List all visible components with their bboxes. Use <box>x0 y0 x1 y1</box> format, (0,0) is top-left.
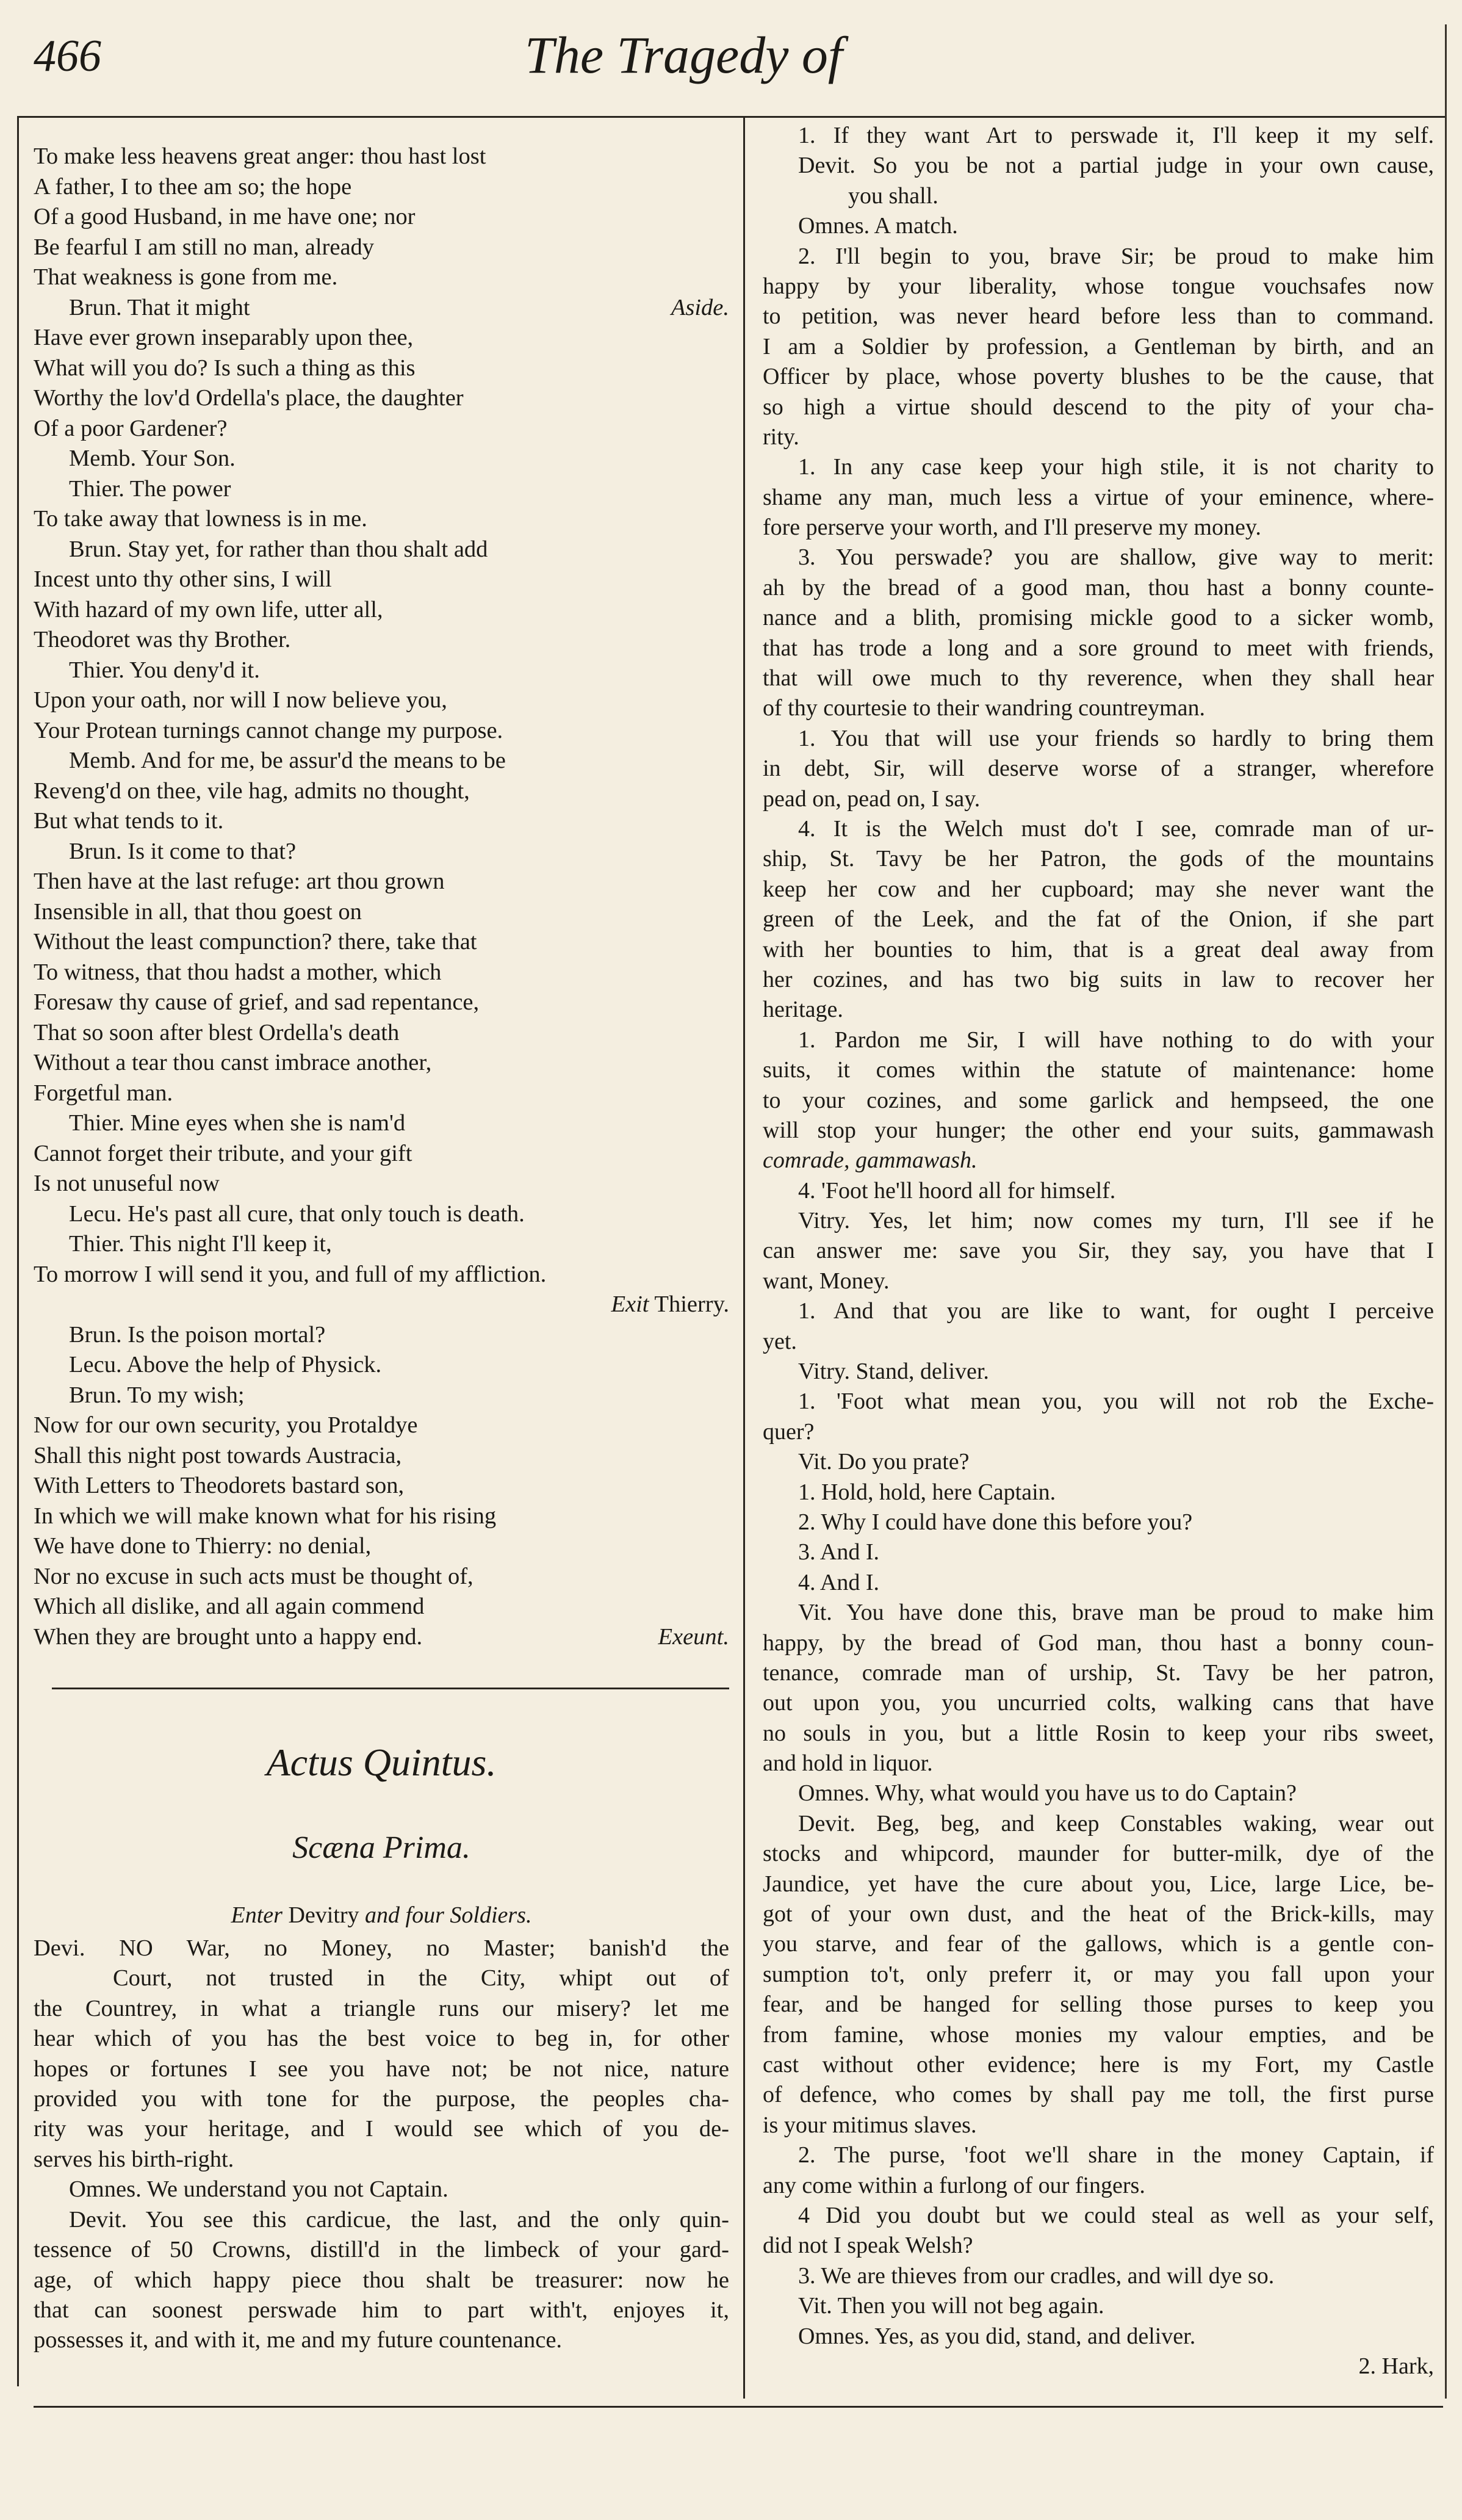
speech-line: Memb. Your Son. <box>69 446 236 471</box>
verse-line: With Letters to Theodorets bastard son, <box>34 1473 405 1498</box>
prose-line: 4. 'Foot he'll hoord all for himself. <box>798 1177 1116 1204</box>
speech-line: Brun. To my wish; <box>69 1382 245 1408</box>
speech-line: Thier. Mine eyes when she is nam'd <box>69 1110 406 1136</box>
prose-line: 1. Hold, hold, here Captain. <box>798 1479 1056 1505</box>
prose-line: tessence of 50 Crowns, distill'd in the limbeck of your gard- <box>34 2237 729 2263</box>
prose-line: that can soonest perswade him to part with't, enjoyes it, <box>34 2297 729 2323</box>
verse-line: Then have at the last refuge: art thou grown <box>34 868 445 894</box>
prose-line: nance and a blith, promising mickle good to a sicker womb, <box>763 605 1434 631</box>
prose-line: from famine, whose monies my valour empties, and be <box>763 2021 1434 2048</box>
prose-line: with her bounties to him, that is a great deal away from <box>763 936 1434 962</box>
prose-line: and hold in liquor. <box>763 1750 933 1777</box>
prose-line: 4 Did you doubt but we could steal as well as your self, <box>798 2202 1434 2228</box>
left-border-rule <box>17 116 19 2386</box>
verse-line: Have ever grown inseparably upon thee, <box>34 325 414 350</box>
prose-line: keep her cow and her cupboard; may she never want the <box>763 876 1434 902</box>
prose-line: of thy courtesie to their wandring countreyman. <box>763 695 1205 721</box>
verse-line: In which we will make known what for his rising <box>34 1503 497 1529</box>
prose-line: provided you with tone for the purpose, the peoples cha- <box>34 2085 729 2112</box>
prose-line: her cozines, and has two big suits in law to recover her <box>763 966 1434 992</box>
exit-name: Thierry. <box>654 1291 729 1317</box>
prose-line: 1. And that you are like to want, for ought I perceive <box>798 1298 1434 1324</box>
prose-line: suits, it comes within the statute of maintenance: home <box>763 1057 1434 1083</box>
aside-direction: Aside. <box>671 294 729 320</box>
prose-line: 1. Pardon me Sir, I will have nothing to do with your <box>798 1027 1434 1053</box>
verse-line: To morrow I will send it you, and full of my affliction. <box>34 1261 547 1287</box>
prose-line: Jaundice, yet have the cure about you, Lice, large Lice, be- <box>763 1871 1434 1897</box>
speech-line: Thier. The power <box>69 475 231 502</box>
act-divider-rule <box>52 1688 729 1689</box>
verse-line: A father, I to thee am so; the hope <box>34 173 352 200</box>
prose-line: that will owe much to thy reverence, when they shall hear <box>763 665 1434 691</box>
prose-line: out upon you, you uncurried colts, walking cans that have <box>763 1690 1434 1716</box>
prose-line: fore perserve your worth, and I'll preserve my money. <box>763 514 1261 541</box>
prose-line: 1. In any case keep your high stile, it is not charity to <box>798 454 1434 480</box>
prose-line: Vitry. Stand, deliver. <box>798 1359 989 1385</box>
prose-line: 2. Why I could have done this before you? <box>798 1509 1193 1535</box>
verse-line: To witness, that thou hadst a mother, which <box>34 959 442 985</box>
exeunt-direction: Exeunt. <box>658 1623 729 1650</box>
verse-line: Cannot forget their tribute, and your gift <box>34 1140 412 1166</box>
prose-line: that has trode a long and a sore ground to meet with friends, <box>763 635 1434 661</box>
prose-line: fear, and be hanged for selling those purses to keep you <box>763 1991 1434 2018</box>
act-title: Actus Quintus. <box>266 1741 497 1784</box>
page-number: 466 <box>34 31 101 81</box>
prose-line: 3. And I. <box>798 1539 879 1565</box>
column-divider-rule <box>743 116 745 2399</box>
verse-line: Forgetful man. <box>34 1080 173 1106</box>
verse-line: To take away that lowness is in me. <box>34 506 367 532</box>
prose-line: in debt, Sir, will deserve worse of a stranger, wherefore <box>763 756 1434 782</box>
prose-line: Devit. You see this cardicue, the last, and the only quin- <box>69 2206 729 2233</box>
speech-line: Lecu. He's past all cure, that only touch is death. <box>69 1200 525 1227</box>
speech-text: Brun. That it might <box>69 294 250 320</box>
prose-line: comrade, gammawash. <box>763 1147 978 1174</box>
verse-line: Incest unto thy other sins, I will <box>34 566 332 592</box>
prose-line: sumption to't, only preferr it, or may you fall upon your <box>763 1961 1434 1987</box>
verse-line: Shall this night post towards Austracia, <box>34 1442 402 1468</box>
stage-direction <box>34 1897 729 1933</box>
speech-line: Brun. Is the poison mortal? <box>69 1321 326 1348</box>
prose-line: to petition, was never heard before less than to command. <box>763 303 1434 330</box>
prose-line: rity. <box>763 424 799 450</box>
speech-line <box>34 293 729 323</box>
prose-line: Vitry. Yes, let him; now comes my turn, I'll see if he <box>798 1208 1434 1234</box>
prose-line: Devit. Beg, beg, and keep Constables waking, wear out <box>798 1810 1434 1836</box>
prose-line: Vit. Then you will not beg again. <box>798 2293 1104 2319</box>
speech-line: Memb. And for me, be assur'd the means to be <box>69 748 506 773</box>
prose-line: pead on, pead on, I say. <box>763 785 981 812</box>
prose-line: of defence, who comes by shall pay me toll, the first purse <box>763 2082 1434 2108</box>
bottom-rule <box>34 2406 1443 2408</box>
prose-line: I am a Soldier by profession, a Gentleman by birth, and an <box>763 333 1434 359</box>
verse-line: With hazard of my own life, utter all, <box>34 596 383 623</box>
verse-line <box>34 1622 729 1653</box>
prose-line: you shall. <box>848 182 938 209</box>
stage-enter: Enter <box>231 1902 283 1928</box>
prose-line: cast without other evidence; here is my Fort, my Castle <box>763 2052 1434 2078</box>
verse-line: That so soon after blest Ordella's death <box>34 1019 400 1045</box>
verse-line: Worthy the lov'd Ordella's place, the daughter <box>34 385 464 411</box>
speech-line: Thier. You deny'd it. <box>69 657 260 683</box>
prose-line: to your cozines, and some garlick and hempseed, the one <box>763 1087 1434 1113</box>
verse-line: Nor no excuse in such acts must be thought of, <box>34 1563 474 1589</box>
prose-line: so high a virtue should descend to the pity of your cha- <box>763 394 1434 420</box>
prose-line: 1. If they want Art to perswade it, I'll keep it my self. <box>798 123 1434 148</box>
prose-line: rity was your heritage, and I would see which of you de- <box>34 2116 729 2142</box>
prose-line: is your mitimus slaves. <box>763 2112 977 2138</box>
prose-line: ah by the bread of a good man, thou hast a bonny counte- <box>763 574 1434 601</box>
verse-line: Without a tear thou canst imbrace another, <box>34 1050 432 1075</box>
prose-line: you starve, and fear of the gallows, which is a gentle con- <box>763 1931 1434 1957</box>
prose-line: any come within a furlong of our fingers. <box>763 2172 1145 2198</box>
prose-line: 4. It is the Welch must do't I see, comrade man of ur- <box>798 815 1434 842</box>
prose-line: Vit. Do you prate? <box>798 1449 970 1475</box>
prose-line: hopes or fortunes I see you have not; be not nice, nature <box>34 2056 729 2082</box>
prose-line: want, Money. <box>763 1268 890 1294</box>
prose-line: heritage. <box>763 997 843 1023</box>
prose-line: 2. I'll begin to you, brave Sir; be proud to make him <box>798 243 1434 269</box>
verse-line: Be fearful I am still no man, already <box>34 234 375 260</box>
prose-line: Omnes. Why, what would you have us to do Captain? <box>798 1780 1297 1807</box>
speech-line: Omnes. We understand you not Captain. <box>69 2176 448 2203</box>
prose-line: serves his birth-right. <box>34 2146 234 2172</box>
prose-line: can answer me: save you Sir, they say, you have that I <box>763 1238 1434 1264</box>
prose-line: the Countrey, in what a triangle runs our misery? let me <box>34 1995 729 2021</box>
prose-line: ship, St. Tavy be her Patron, the gods of the mountains <box>763 846 1434 872</box>
prose-line: Court, not trusted in the City, whipt out of <box>113 1965 729 1991</box>
prose-line: Officer by place, whose poverty blushes to be the cause, that <box>763 364 1434 390</box>
verse-line: Theodoret was thy Brother. <box>34 627 291 652</box>
verse-line: Is not unuseful now <box>34 1171 220 1196</box>
prose-line: 1. 'Foot what mean you, you will not rob the Exche- <box>798 1388 1434 1415</box>
prose-line: happy, by the bread of God man, thou hast a bonny coun- <box>763 1630 1434 1656</box>
exit-label: Exit <box>611 1291 649 1317</box>
prose-line: Vit. You have done this, brave man be proud to make him <box>798 1600 1434 1626</box>
prose-line: 2. The purse, 'foot we'll share in the money Captain, if <box>798 2142 1434 2168</box>
prose-line: age, of which happy piece thou shalt be treasurer: now he <box>34 2267 729 2293</box>
prose-line: green of the Leek, and the fat of the Onion, if she part <box>763 906 1434 933</box>
prose-line: 4. And I. <box>798 1569 879 1595</box>
stage-rest: and four Soldiers. <box>365 1902 532 1928</box>
prose-line: Omnes. Yes, as you did, stand, and deliver. <box>798 2323 1196 2349</box>
prose-line: hear which of you has the best voice to beg in, for other <box>34 2026 729 2052</box>
verse-line: Reveng'd on thee, vile hag, admits no thought, <box>34 778 470 804</box>
prose-line: yet. <box>763 1328 797 1354</box>
left-column <box>34 142 729 2356</box>
prose-line: happy by your liberality, whose tongue vouchsafes now <box>763 273 1434 299</box>
scene-title: Scæna Prima. <box>292 1830 470 1865</box>
prose-line: tenance, comrade man of urship, St. Tavy be her patron, <box>763 1659 1434 1686</box>
verse-line: We have done to Thierry: no denial, <box>34 1533 372 1559</box>
verse-line: Without the least compunction? there, take that <box>34 929 477 955</box>
verse-line: Which all dislike, and all again commend <box>34 1594 425 1619</box>
prose-line: Omnes. A match. <box>798 213 958 239</box>
prose-line: Devi. NO War, no Money, no Master; banish'd the <box>34 1935 729 1961</box>
prose-line: 3. We are thieves from our cradles, and will dye so. <box>798 2262 1275 2289</box>
verse-line: Upon your oath, nor will I now believe you, <box>34 687 447 713</box>
speech-line: Thier. This night I'll keep it, <box>69 1231 332 1257</box>
prose-line: stocks and whipcord, maunder for butter-milk, dye of the <box>763 1841 1434 1867</box>
verse-line: But what tends to it. <box>34 808 224 834</box>
right-border-rule <box>1445 24 1447 2399</box>
prose-line: got of your own dust, and the heat of the Brick-kills, may <box>763 1901 1434 1927</box>
prose-line: 3. You perswade? you are shallow, give way to merit: <box>798 544 1434 571</box>
verse-line: Insensible in all, that thou goest on <box>34 898 362 925</box>
verse-line: Of a poor Gardener? <box>34 415 228 441</box>
verse-line: Foresaw thy cause of grief, and sad repentance, <box>34 989 480 1015</box>
verse-line: To make less heavens great anger: thou hast lost <box>34 143 486 169</box>
verse-line: Your Protean turnings cannot change my purpose. <box>34 717 503 743</box>
verse-line: Of a good Husband, in me have one; nor <box>34 204 416 229</box>
prose-line: quer? <box>763 1418 815 1445</box>
speech-line: Brun. Stay yet, for rather than thou shalt add <box>69 536 488 562</box>
prose-line: possesses it, and with it, me and my future countenance. <box>34 2327 563 2353</box>
verse-text: When they are brought unto a happy end. <box>34 1623 423 1650</box>
prose-line: will stop your hunger; the other end your suits, gammawash <box>763 1117 1434 1143</box>
prose-line: did not I speak Welsh? <box>763 2233 973 2259</box>
speech-line: Brun. Is it come to that? <box>69 838 297 864</box>
catchword: 2. Hark, <box>1358 2353 1434 2379</box>
right-column <box>763 121 1434 2381</box>
stage-character: Devitry <box>288 1902 359 1928</box>
prose-line: Devit. So you be not a partial judge in your own cause, <box>798 153 1434 179</box>
prose-line: no souls in you, but a little Rosin to keep your ribs sweet, <box>763 1720 1434 1746</box>
verse-line: What will you do? Is such a thing as this <box>34 355 416 381</box>
verse-line: That weakness is gone from me. <box>34 264 338 290</box>
verse-line: Now for our own security, you Protaldye <box>34 1412 418 1438</box>
running-title: The Tragedy of <box>525 26 843 84</box>
prose-line: shame any man, much less a virtue of your eminence, where- <box>763 484 1434 510</box>
speech-line: Lecu. Above the help of Physick. <box>69 1352 382 1377</box>
prose-line: 1. You that will use your friends so hardly to bring them <box>798 725 1434 751</box>
exit-direction <box>34 1290 729 1320</box>
